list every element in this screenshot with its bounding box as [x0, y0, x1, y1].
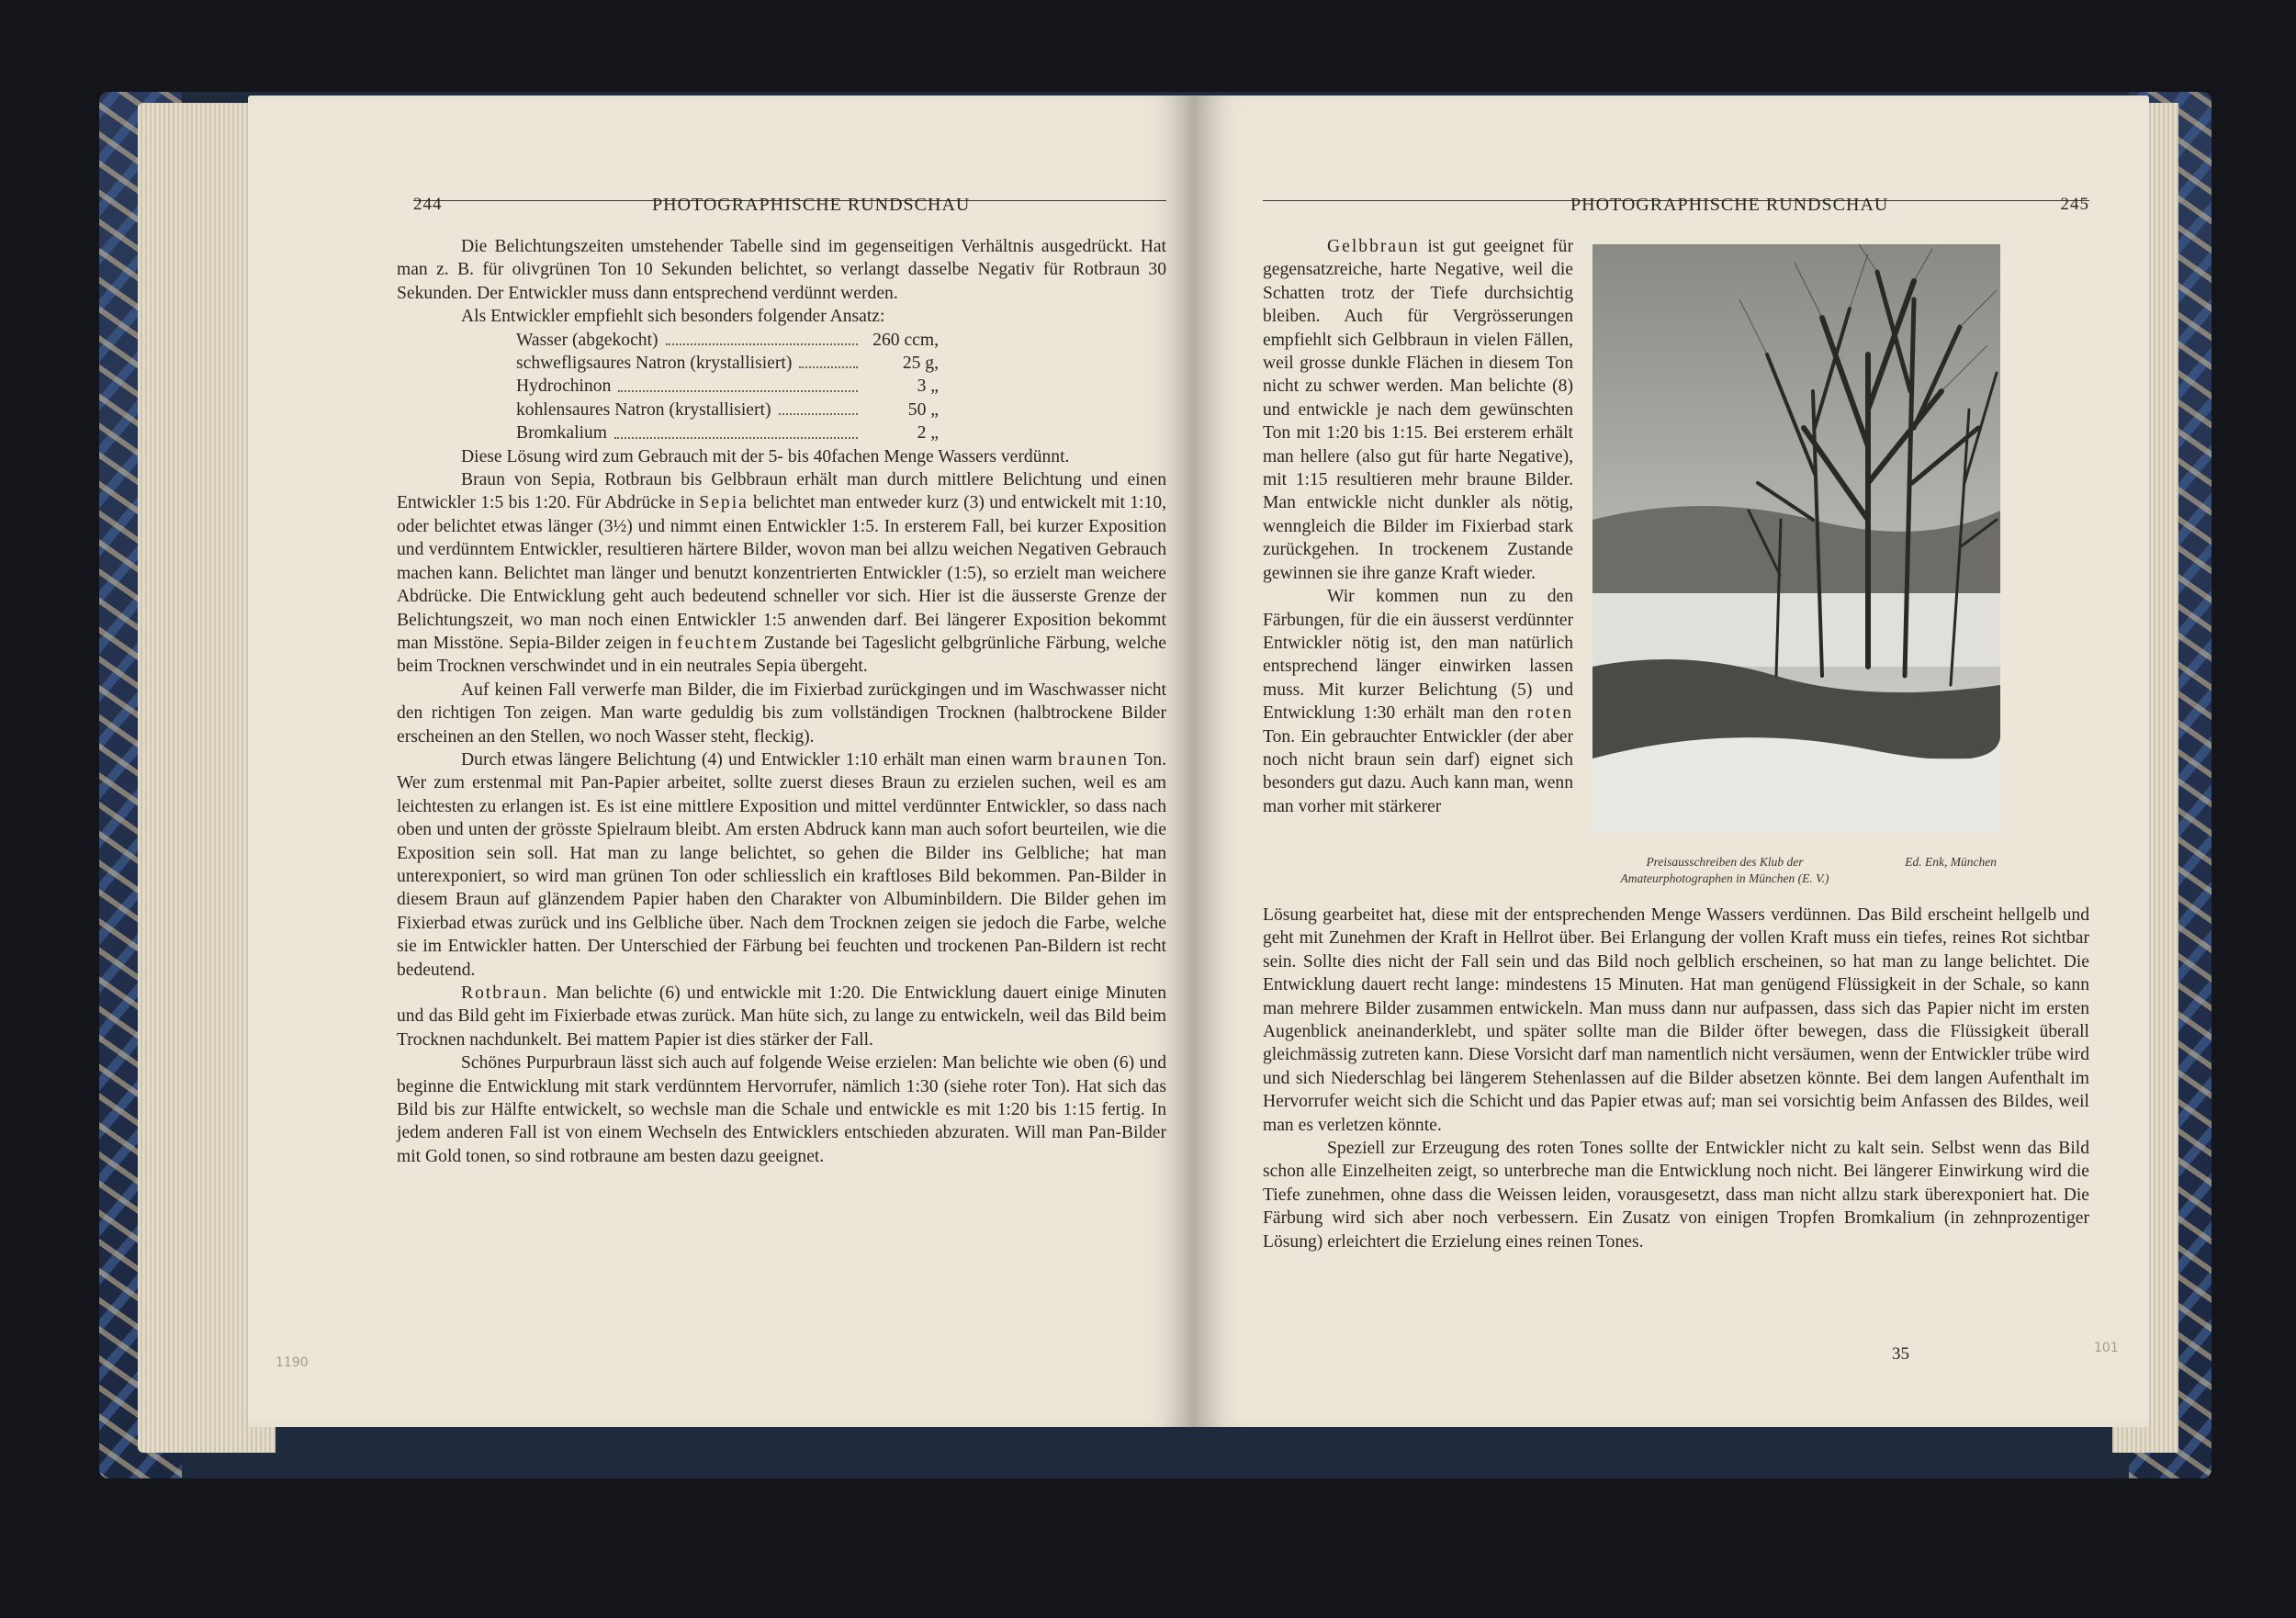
right-page-body	[1263, 904, 2089, 1253]
paragraph: Rotbraun. Man belichte (6) und entwickle mit 1:20. Die Entwicklung dauert einige Minuten und das Bild geht im Fixierbade etwas zurück. Man hüte sich, zu lange zu entwickeln, weil das Bild beim Trocknen nachdunkelt. Bei mattem Papier ist dies stärker der Fall.	[397, 983, 1166, 1050]
winter-landscape-photo	[1593, 244, 2000, 834]
recipe-row: Bromkalium 2 „	[516, 423, 939, 444]
paragraph: Schönes Purpurbraun lässt sich auch auf folgende Weise erzielen: Man belichte wie oben (6) und beginne die Entwicklung mit stark verdünntem Hervorrufer, nämlich 1:30 (siehe roter Ton). Hat sich das Bild bis zur Hälfte entwickelt, so wechsle man die Schale und entwickle es mit 1:20 bis 1:15 fertig. In jedem anderen Fall ist von einem Wechseln des Entwicklers entschieden abzuraten. Will man Pan-Bilder mit Gold tonen, so sind rotbraune am besten dazu geeignet.	[397, 1053, 1166, 1166]
signature-mark: 35	[1892, 1344, 1909, 1364]
caption-author: Ed. Enk, München	[1905, 855, 1997, 869]
paragraph: Wir kommen nun zu den Färbungen, für die ein äusserst verdünnter Entwickler nötig ist, den man natürlich entsprechend länger einwirken lassen muss. Mit kurzer Belichtung (5) und Entwicklung 1:30 erhält man den roten Ton. Ein gebrauchter Entwickler (der aber noch nicht braun sein darf) eignet sich besonders gut dazu. Auch kann man, wenn man vorher mit stärkerer	[1263, 587, 1573, 816]
left-page-header	[413, 195, 1166, 215]
recipe-row: Wasser (abgekocht) 260 ccm,	[516, 330, 939, 350]
left-page-body	[397, 235, 1166, 1168]
caption-source: Preisausschreiben des Klub der Amateurphotographen in München (E. V.)	[1620, 855, 1829, 885]
paragraph: Lösung gearbeitet hat, diese mit der entsprechenden Menge Wassers verdünnen. Das Bild erscheint hellgelb und geht mit Zunehmen der Kraft in Hellrot über. Bei Erlangung der vollen Kraft muss ein tiefes, reines Rot sichtbar sein. Sollte dies nicht der Fall sein und das Bild noch gelblich erscheinen, so hat man zu lange belichtet. Die Entwicklung dauert recht lange: mindestens 15 Minuten. Hat man genügend Flüssigkeit in der Schale, so kann man mehrere Bilder zusammen entwickeln. Man muss dann nur aufpassen, dass sich das Papier nicht im ersten Augenblick aneinanderklebt, und später sollte man die Bilder öfter bewegen, dass die Flüssigkeit überall gleichmässig zutreten kann. Diese Vorsicht darf man namentlich nicht versäumen, wenn der Entwickler trübe wird und sich Niederschlag bei längerem Stehenlassen auf die Bilder absetzen könnte. Bei dem langen Aufenthalt im Hervorrufer weicht sich die Schicht und das Papier etwas auf; man sei vorsichtig beim Anfassen des Bildes, weil man es verletzen könnte.	[1263, 905, 2089, 1135]
paragraph: Gelbbraun ist gut geeignet für gegensatzreiche, harte Negative, weil die Schatten trotz der Tiefe durchsichtig bleiben. Auch für Vergrösserungen empfiehlt sich Gelbbraun in vielen Fällen, weil grosse dunkle Flächen in diesem Ton nicht zu schwer werden. Man belichte (8) und entwickle je nach dem gewünschten Ton mit 1:20 bis 1:15. Bei ersterem erhält man hellere (also gut für harte Negative), mit 1:15 resultieren mehr braune Bilder. Man entwickle nicht dunkler als nötig, wenngleich die Bilder im Fixierbad stark zurückgehen. In trockenem Zustande gewinnen sie ihre ganze Kraft wieder.	[1263, 237, 1573, 583]
right-page	[1194, 96, 2149, 1427]
running-title: PHOTOGRAPHISCHE RUNDSCHAU	[652, 195, 971, 215]
paragraph: Speziell zur Erzeugung des roten Tones sollte der Entwickler nicht zu kalt sein. Selbst wenn das Bild schon alle Einzelheiten zeigt, so unterbreche man die Entwicklung noch nicht. Bei längerer Einwirkung wird die Tiefe zunehmen, ohne dass die Weissen leiden, vorausgesetzt, dass man nicht allzu stark überexponiert hat. Die Färbung wird sich aber noch verbessern. Ein Zusatz von einigen Tropfen Bromkalium (in zehnprozentiger Lösung) erleichtert die Erzielung eines reinen Tones.	[1263, 1139, 2089, 1252]
paragraph: Durch etwas längere Belichtung (4) und Entwickler 1:10 erhält man einen warm braunen Ton. Wer zum erstenmal mit Pan-Papier arbeitet, sollte zuerst dieses Braun zu erzielen suchen, weil es am leichtesten zu erlangen ist. Es ist eine mittlere Exposition und mittel verdünnter Entwickler, so dass nach oben und unten der grösste Spielraum bleibt. Am ersten Abdruck kann man auch sofort beurteilen, wie die Exposition sein soll. Hat man zu lange belichtet, so gehen die Bilder ins Gelbliche; hat man unterexponiert, so wird man grünen Ton oder schliesslich ein kraftloses Bild bekommen. Pan-Bilder in diesem Braun auf glänzendem Papier haben den Charakter von Albuminbildern. Die Bilder gehen im Fixierbad etwas zurück und ins Gelbliche über. Nach dem Trocknen zeigen sie jedoch die Farbe, welche sie im Entwickler hatten. Der Unterschied der Färbung bei feuchten und trockenen Pan-Bildern ist recht bedeutend.	[397, 749, 1166, 980]
pencil-note: 101	[2094, 1341, 2119, 1355]
developer-recipe	[516, 329, 939, 445]
paragraph: Auf keinen Fall verwerfe man Bilder, die im Fixierbad zurückgingen und im Waschwasser nicht den richtigen Ton zeigen. Man warte geduldig bis zum vollständigen Trocknen (halbtrockene Bilder erscheinen an den Stellen, wo noch Wasser steht, fleckig).	[397, 680, 1166, 747]
paragraph: Die Belichtungszeiten umstehender Tabelle sind im gegenseitigen Verhältnis ausgedrückt. Hat man z. B. für olivgrünen Ton 10 Sekunden belichtet, so verlangt dasselbe Negativ für Rotbraun 30 Sekunden. Der Entwickler muss dann entsprechend verdünnt werden.	[397, 237, 1166, 303]
running-title: PHOTOGRAPHISCHE RUNDSCHAU	[1570, 195, 1889, 215]
recipe-row: kohlensaures Natron (krystallisiert) 50 „	[516, 399, 939, 420]
right-page-header	[1263, 195, 2089, 215]
paragraph: Diese Lösung wird zum Gebrauch mit der 5- bis 40fachen Menge Wassers verdünnt.	[461, 446, 1070, 466]
page-number: 244	[413, 195, 443, 214]
pencil-note: 1190	[276, 1355, 309, 1370]
left-page	[248, 96, 1194, 1427]
page-number: 245	[2060, 195, 2089, 214]
recipe-row: schwefligsaures Natron (krystallisiert) 25 g,	[516, 354, 939, 374]
right-column-text	[1263, 235, 1573, 818]
recipe-row: Hydrochinon 3 „	[516, 376, 939, 397]
paragraph: Braun von Sepia, Rotbraun bis Gelbbraun erhält man durch mittlere Belichtung und einen Entwickler 1:5 bis 1:20. Für Abdrücke in Sepia belichtet man entweder kurz (3) und entwickelt mit 1:10, oder belichtet etwas länger (3½) und nimmt einen Entwickler 1:5. In ersterem Fall, bei kurzer Exposition und verdünntem Entwickler, resultieren härtere Bilder, wovon man bei allzu weichen Negativen Gebrauch machen kann. Belichtet man länger und benutzt konzentrierten Entwickler (1:5), so erzielt man weichere Abdrücke. Die Entwicklung geht auch bedeutend schneller vor sich. Hier ist die äusserste Grenze der Belichtungszeit, wo man noch einen Entwickler 1:5 anwenden darf. Bei längerer Exposition bekommt man Misstöne. Sepia-Bilder zeigen in feuchtem Zustande bei Tageslicht gelbgrünliche Färbung, welche beim Trocknen verschwindet und in ein neutrales Sepia übergeht.	[397, 470, 1167, 677]
paragraph: Als Entwickler empfiehlt sich besonders folgender Ansatz:	[461, 307, 885, 327]
